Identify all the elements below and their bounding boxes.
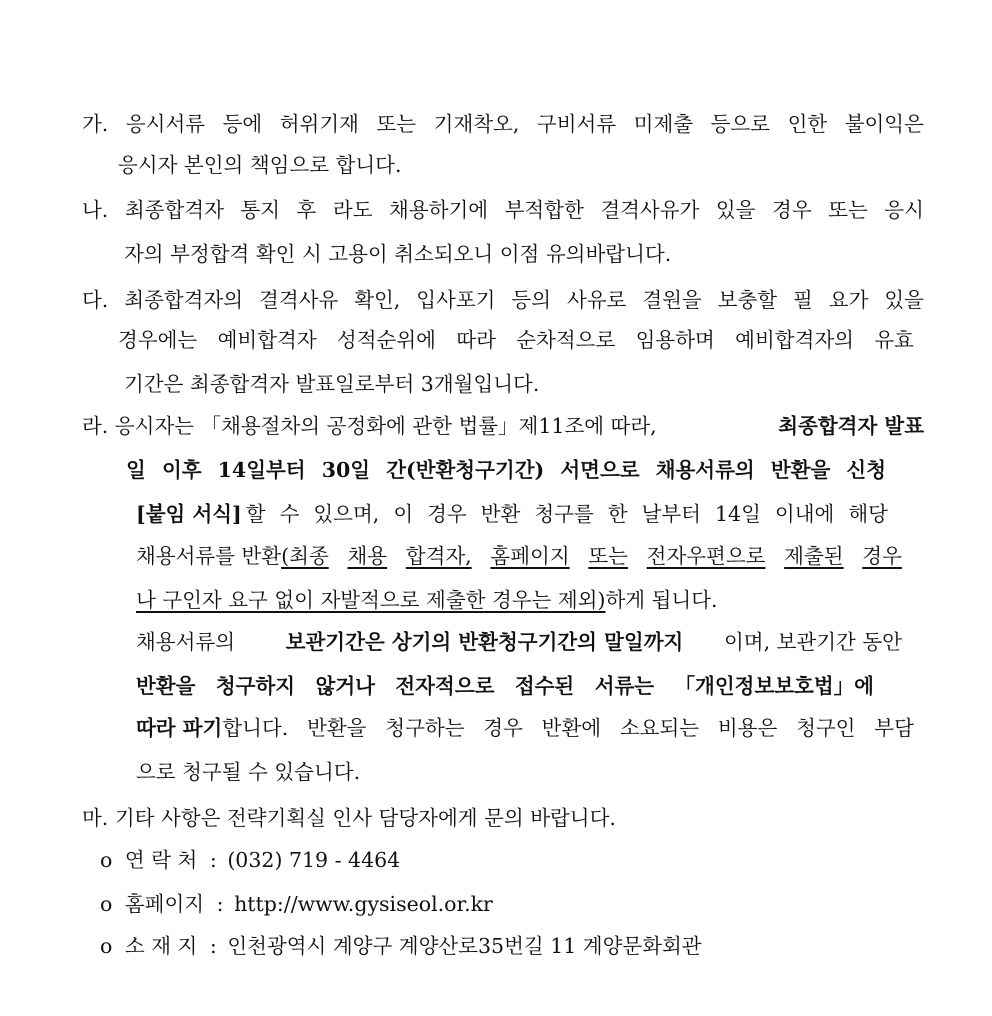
word: 이내에 — [774, 502, 835, 526]
word: 비용은 — [717, 716, 778, 740]
contact-separator: : — [209, 934, 217, 958]
word: 등의 — [511, 288, 552, 312]
contact-bullet: o — [100, 848, 113, 872]
word: 최종합격자의 — [124, 288, 244, 312]
word: 임용하며 — [635, 328, 715, 352]
contact-phone — [100, 840, 400, 880]
item-ra-line-6-bold: 보관기간은 상기의 반환청구기간의 말일까지 — [285, 630, 684, 654]
word: 합격자, — [405, 544, 472, 568]
word: 요가 — [828, 288, 869, 312]
word: 간(반환청구기간) — [386, 458, 545, 482]
word: 30일 — [321, 458, 371, 482]
word: 채용 — [347, 544, 388, 568]
word: 청구를 — [534, 502, 594, 526]
item-na-line-1 — [82, 190, 924, 230]
word: 일 — [126, 458, 146, 482]
contact-homepage — [100, 884, 493, 924]
word: 등으로 — [710, 112, 771, 136]
item-da-line-1 — [82, 280, 924, 320]
word: 서류는 — [594, 674, 655, 698]
item-ra-line-6 — [136, 622, 902, 662]
word: 통지 — [240, 198, 281, 222]
word: 홈페이지 — [490, 544, 570, 568]
item-da-line-2 — [118, 320, 914, 360]
item-ma-line-1: 마. 기타 사항은 전략기획실 인사 담당자에게 문의 바랍니다. — [82, 806, 616, 830]
word: 날부터 — [641, 502, 701, 526]
word: 청구하는 — [385, 716, 465, 740]
word: 반환을 — [307, 716, 367, 740]
word: 신청 — [846, 458, 886, 482]
word: 사유로 — [566, 288, 627, 312]
item-ra-line-4 — [136, 536, 902, 576]
contact-separator: : — [216, 892, 224, 916]
item-ra-line-9: 으로 청구될 수 있습니다. — [136, 760, 361, 784]
word: 또는 — [828, 198, 868, 222]
word: 접수된 — [514, 674, 575, 698]
word: 있을 — [715, 198, 756, 222]
word: 반환을 — [770, 458, 831, 482]
item-da-line-3: 기간은 최종합격자 발표일로부터 3개월입니다. — [124, 372, 540, 396]
contact-label: 소 재 지 — [124, 934, 198, 958]
word: 인한 — [787, 112, 828, 136]
item-ra-line-1-bold: 최종합격자 발표 — [778, 414, 924, 438]
word: 따라 — [456, 328, 496, 352]
word: 다. — [82, 288, 109, 312]
contact-label: 홈페이지 — [124, 892, 205, 916]
word: 결격사유가 — [600, 198, 700, 222]
contact-bullet: o — [100, 934, 113, 958]
word: 청구하지 — [215, 674, 296, 698]
word: 경우 — [772, 198, 812, 222]
contact-label: 연 락 처 — [124, 848, 198, 872]
contact-separator: : — [209, 848, 217, 872]
word: (최종 — [281, 544, 329, 568]
word: 허위기재 — [279, 112, 359, 136]
contact-homepage-link[interactable]: http://www.gysiseol.or.kr — [234, 892, 493, 916]
word: 반환 — [480, 502, 521, 526]
item-ra-line-6-plain-a: 채용서류의 — [136, 630, 236, 654]
word: 기재착오, — [433, 112, 520, 136]
item-ra-line-4-plain: 채용서류를 반환 — [136, 544, 282, 568]
word: 부적합한 — [504, 198, 584, 222]
word: 또는 — [376, 112, 417, 136]
word: 반환을 — [136, 674, 196, 698]
word: 후 — [296, 198, 317, 222]
item-ra-line-8-bold: 따라 파기 — [136, 716, 223, 740]
word: 채용하기에 — [389, 198, 489, 222]
word: 결격사유 — [259, 288, 339, 312]
word: 경우 — [427, 502, 467, 526]
word: 입사포기 — [416, 288, 496, 312]
item-ra-line-3 — [136, 494, 888, 534]
contact-phone-value: (032) 719 - 4464 — [227, 848, 401, 872]
word: 경우 — [862, 544, 902, 568]
word: 가. — [82, 112, 109, 136]
contact-bullet: o — [100, 892, 113, 916]
item-ra-line-5-plain: 하게 됩니다. — [605, 588, 718, 612]
word: 성적순위에 — [336, 328, 436, 352]
item-ga-line-2: 응시자 본인의 책임으로 합니다. — [118, 153, 402, 177]
word: 불이익은 — [844, 112, 924, 136]
word: 14일 — [715, 502, 761, 526]
word: 라도 — [332, 198, 373, 222]
word: 예비합격자의 — [735, 328, 854, 352]
word: 확인, — [354, 288, 401, 312]
item-ra-line-3-bold: [붙임 서식] — [136, 502, 242, 526]
word: 유효 — [874, 328, 914, 352]
word: 반환에 — [541, 716, 602, 740]
word: 보충할 — [717, 288, 778, 312]
word: 나. — [82, 198, 109, 222]
word: 할 — [245, 502, 266, 526]
word: 구비서류 — [536, 112, 617, 136]
item-ra-line-8 — [136, 708, 914, 748]
word: 순차적으로 — [516, 328, 616, 352]
item-ra-line-3-plain — [246, 494, 888, 534]
word: 최종합격자 — [124, 198, 224, 222]
word: 제출된 — [784, 544, 844, 568]
word: 합니다. — [222, 716, 289, 740]
contact-address — [100, 926, 702, 966]
word: 있을 — [884, 288, 924, 312]
item-ra-line-1 — [82, 406, 924, 446]
item-ga-line-1 — [82, 104, 924, 144]
word: 예비합격자 — [217, 328, 317, 352]
item-ra-line-1-plain: 라. 응시자는 「채용절차의 공정화에 관한 법률」제11조에 따라, — [82, 414, 657, 438]
word: 않거나 — [315, 674, 375, 698]
word: 경우에는 — [118, 328, 198, 352]
item-ra-line-8-plain — [222, 708, 914, 748]
word: 응시 — [884, 198, 924, 222]
word: 한 — [607, 502, 628, 526]
word: 있으며, — [313, 502, 380, 526]
word: 결원을 — [642, 288, 702, 312]
item-na-line-2: 자의 부정합격 확인 시 고용이 취소되오니 이점 유의바랍니다. — [124, 242, 672, 266]
word: 청구인 — [796, 716, 856, 740]
word: 부담 — [874, 716, 914, 740]
item-ra-line-6-plain-b: 이며, 보관기간 동안 — [724, 630, 902, 654]
word: 등에 — [222, 112, 263, 136]
word: 이 — [393, 502, 414, 526]
word: 경우 — [483, 716, 523, 740]
item-ra-line-5 — [136, 580, 718, 620]
word: 해당 — [848, 502, 888, 526]
contact-address-value: 인천광역시 계양구 계양산로35번길 11 계양문화회관 — [227, 934, 702, 958]
word: 14일부터 — [217, 458, 306, 482]
item-ra-line-4-underline — [281, 536, 902, 576]
word: 필 — [793, 288, 813, 312]
word: 전자우편으로 — [646, 544, 766, 568]
item-ra-line-5-underline: 나 구인자 요구 없이 자발적으로 제출한 경우는 제외) — [136, 588, 606, 612]
word: 수 — [279, 502, 300, 526]
word: 소요되는 — [619, 716, 700, 740]
word: 응시서류 — [125, 112, 206, 136]
word: 이후 — [161, 458, 202, 482]
word: 전자적으로 — [395, 674, 495, 698]
item-ra-line-7 — [136, 666, 874, 706]
word: 「개인정보보호법」에 — [674, 674, 874, 698]
word: 또는 — [588, 544, 628, 568]
item-ra-line-2 — [126, 450, 886, 490]
word: 미제출 — [633, 112, 694, 136]
word: 채용서류의 — [655, 458, 755, 482]
word: 서면으로 — [560, 458, 640, 482]
